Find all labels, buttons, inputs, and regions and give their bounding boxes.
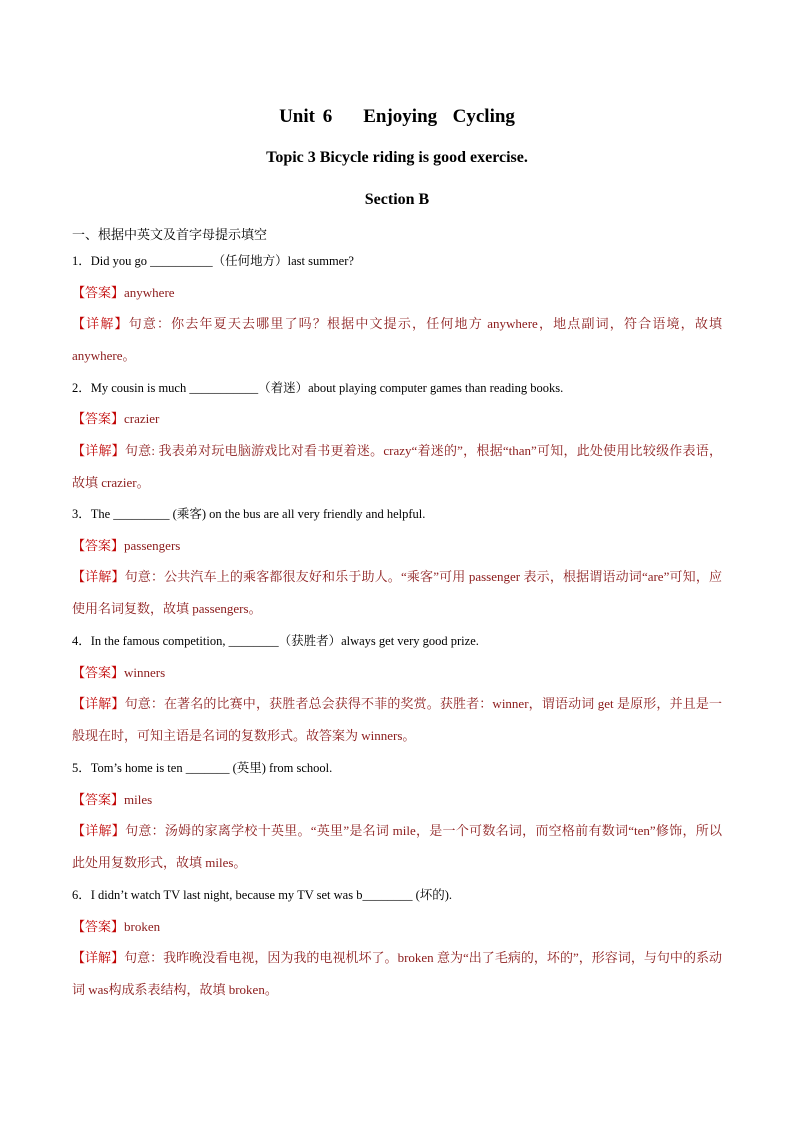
question-3: 3．The _________ (乘客) on the bus are all very friendly and helpful. [72, 507, 426, 521]
answer-tag: 【答案】 [72, 411, 125, 426]
detail-tag: 【详解】 [72, 569, 125, 584]
answer-tag: 【答案】 [72, 285, 125, 300]
answer-text: broken [124, 919, 161, 934]
answer-text: winners [124, 665, 166, 680]
answer-6 [72, 917, 722, 937]
answer-text: crazier [124, 411, 160, 426]
detail-text: 句意：公共汽车上的乘客都很友好和乐于助人。“乘客”可用 passenger 表示，根据谓语动词“are”可知，应使用名词复数，故填 passengers。 [72, 569, 722, 616]
detail-tag: 【详解】 [72, 696, 125, 711]
detail-text: 句意：汤姆的家离学校十英里。“英里”是名词 mile，是一个可数名词，而空格前有数词“ten”修饰，所以此处用复数形式，故填 miles。 [72, 823, 722, 870]
instruction: 一、根据中英文及首字母提示填空 [72, 227, 268, 242]
answer-2 [72, 409, 722, 429]
detail-text: 句意：我昨晚没看电视，因为我的电视机坏了。broken 意为“出了毛病的，坏的”，形容词，与句中的系动词 was构成系表结构，故填 broken。 [72, 950, 722, 997]
answer-1 [72, 283, 722, 303]
detail-3 [72, 561, 722, 625]
answer-4 [72, 663, 722, 683]
detail-tag: 【详解】 [72, 823, 126, 838]
question-1: 1．Did you go __________（任何地方）last summer? [72, 254, 354, 268]
question-2: 2．My cousin is much ___________（着迷）about playing computer games than reading books. [72, 381, 564, 395]
detail-tag: 【详解】 [72, 950, 125, 965]
topic-title: Topic 3 Bicycle riding is good exercise. [266, 149, 528, 166]
answer-text: anywhere [124, 285, 175, 300]
detail-text: 句意：在著名的比赛中，获胜者总会获得不菲的奖赏。获胜者：winner，谓语动词 get 是原形，并且是一般现在时，可知主语是名词的复数形式。故答案为 winners。 [72, 696, 722, 743]
detail-tag: 【详解】 [72, 316, 129, 331]
unit-title: Unit 6 Enjoying Cycling [279, 106, 515, 127]
detail-5 [72, 815, 722, 879]
answer-tag: 【答案】 [72, 919, 125, 934]
section-title: Section B [364, 191, 430, 208]
detail-text: 句意: 我表弟对玩电脑游戏比对看书更着迷。crazy“着迷的”，根据“than”可知，此处使用比较级作表语，故填 crazier。 [72, 443, 722, 490]
detail-6 [72, 942, 722, 1006]
answer-3 [72, 536, 722, 556]
answer-text: miles [124, 792, 153, 807]
answer-tag: 【答案】 [72, 538, 125, 553]
answer-text: passengers [124, 538, 181, 553]
detail-text: 句意：你去年夏天去哪里了吗？根据中文提示，任何地方 anywhere，地点副词，符合语境，故填 anywhere。 [72, 316, 722, 363]
detail-tag: 【详解】 [72, 443, 125, 458]
detail-2 [72, 435, 722, 499]
answer-5 [72, 790, 722, 810]
answer-tag: 【答案】 [72, 665, 125, 680]
question-5: 5．Tom’s home is ten _______ (英里) from school. [72, 761, 333, 775]
detail-1 [72, 308, 722, 372]
answer-tag: 【答案】 [72, 792, 125, 807]
question-6: 6．I didn’t watch TV last night, because my TV set was b________ (坏的). [72, 888, 453, 902]
detail-4 [72, 688, 722, 752]
question-4: 4．In the famous competition, ________（获胜者）always get very good prize. [72, 634, 479, 648]
